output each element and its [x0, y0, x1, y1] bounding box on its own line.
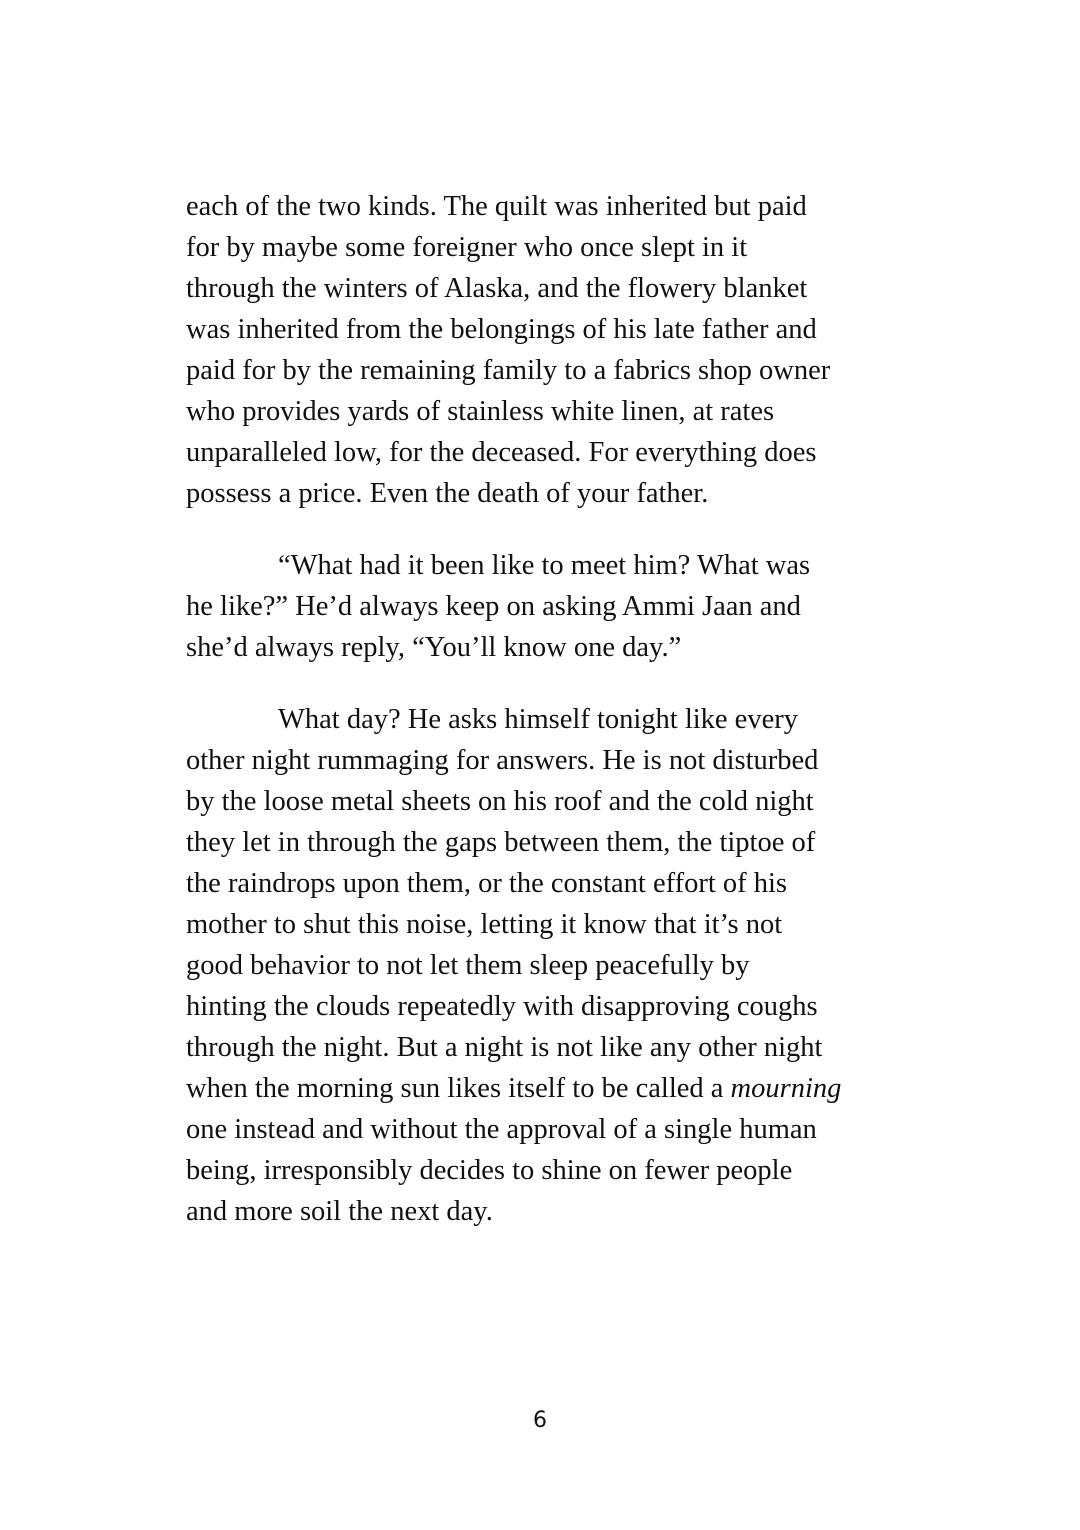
paragraph-3-line-13: and more soil the next day.	[186, 1196, 493, 1227]
paragraph-2-line-1: “What had it been like to meet him? What was	[278, 550, 811, 581]
paragraph-2-line-3: she’d always reply, “You’ll know one day.”	[186, 632, 682, 663]
paragraph-3-line-3: by the loose metal sheets on his roof and the cold night	[186, 786, 814, 817]
paragraph-1-line-2: for by maybe some foreigner who once slept in it	[186, 232, 748, 263]
italic-word: mourning	[730, 1073, 842, 1104]
paragraph-1-line-8: possess a price. Even the death of your father.	[186, 478, 709, 509]
paragraph-3-line-12: being, irresponsibly decides to shine on fewer people	[186, 1155, 793, 1186]
paragraph-1-line-4: was inherited from the belongings of his late father and	[186, 314, 817, 345]
paragraph-3-line-10	[186, 1075, 841, 1104]
paragraph-3-line-5: the raindrops upon them, or the constant effort of his	[186, 868, 788, 899]
paragraph-3-line-2: other night rummaging for answers. He is not disturbed	[186, 745, 819, 776]
paragraph-3-line-1: What day? He asks himself tonight like every	[278, 704, 798, 735]
paragraph-3-line-7: good behavior to not let them sleep peacefully by	[186, 950, 750, 981]
paragraph-3-line-9: through the night. But a night is not like any other night	[186, 1032, 823, 1063]
line-text: when the morning sun likes itself to be called a	[186, 1073, 731, 1104]
paragraph-1-line-5: paid for by the remaining family to a fabrics shop owner	[186, 355, 831, 386]
paragraph-1-line-3: through the winters of Alaska, and the flowery blanket	[186, 273, 808, 304]
page-number: 6	[533, 1408, 547, 1433]
paragraph-3-line-11: one instead and without the approval of a single human	[186, 1114, 817, 1145]
paragraph-1-line-1: each of the two kinds. The quilt was inherited but paid	[186, 191, 807, 222]
paragraph-1-line-7: unparalleled low, for the deceased. For everything does	[186, 437, 817, 468]
paragraph-3-line-6: mother to shut this noise, letting it know that it’s not	[186, 909, 783, 940]
paragraph-3-line-4: they let in through the gaps between them, the tiptoe of	[186, 827, 816, 858]
paragraph-3-line-8: hinting the clouds repeatedly with disapproving coughs	[186, 991, 818, 1022]
paragraph-2-line-2: he like?” He’d always keep on asking Ammi Jaan and	[186, 591, 801, 622]
paragraph-1-line-6: who provides yards of stainless white linen, at rates	[186, 396, 775, 427]
